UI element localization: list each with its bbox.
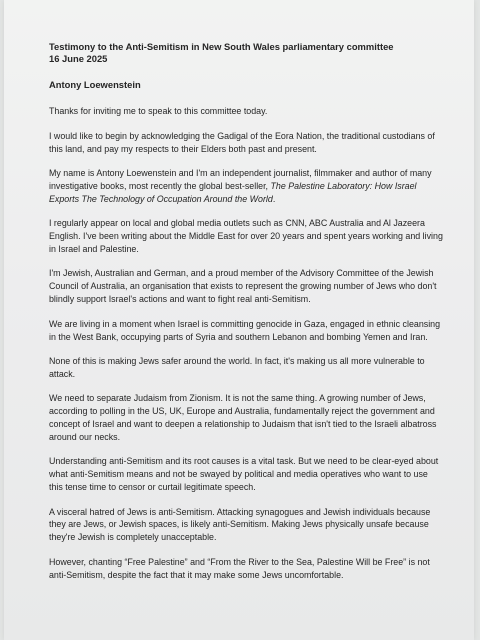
heading-title: Testimony to the Anti-Semitism in New South Wales parliamentary committee: [49, 41, 394, 52]
book-title: The Palestine Laboratory: How Israel Exports The Technology of Occupation Around the World: [49, 180, 417, 204]
paragraph-acknowledgement: I would like to begin by acknowledging the Gadigal of the Eora Nation, the traditional custodians of this land, and pay my respects to their Elders both past and present.: [49, 130, 435, 154]
paragraph-genocide: We are living in a moment when Israel is committing genocide in Gaza, engaged in ethnic cleansing in the West Bank, occupying parts of Syria and southern Lebanon and bombing Yemen and Iran.: [49, 318, 441, 342]
document-heading: [49, 41, 444, 66]
document-page: [4, 0, 474, 640]
paragraph-introduction: [49, 167, 444, 206]
intro-text-end: .: [272, 193, 276, 204]
paragraph-hatred: A visceral hatred of Jews is anti-Semitism. Attacking synagogues and Jewish individuals because they are Jews, or Jewish spaces, is likely anti-Semitism. Making Jews physically unsafe because they're Jewish is completely unacceptable.: [49, 506, 431, 543]
paragraph-safety: None of this is making Jews safer around the world. In fact, it's making us all more vulnerable to attack.: [49, 355, 425, 379]
paragraph-chanting: However, chanting “Free Palestine” and “From the River to the Sea, Palestine Will be Free” is not anti-Semitism, despite the fact that it may make some Jews uncomfortable.: [49, 556, 430, 580]
paragraph-identity: I'm Jewish, Australian and German, and a proud member of the Advisory Committee of the Jewish Council of Australia, an organisation that exists to represent the growing number of Jews who don't blindly support Israel's actions and want to fight real anti-Semitism.: [49, 268, 437, 305]
paragraph-understanding: Understanding anti-Semitism and its root causes is a vital task. But we need to be clear-eyed about what anti-Semitism means and not be swayed by political and media operatives who want to use this tense time to censor or curtail legitimate speech.: [49, 456, 439, 493]
author-name: Antony Loewenstein: [49, 78, 141, 90]
paragraph-thanks: Thanks for inviting me to speak to this committee today.: [49, 106, 268, 117]
paragraph-zionism: We need to separate Judaism from Zionism. It is not the same thing. A growing number of Jews, according to polling in the US, UK, Europe and Australia, fundamentally reject the government and concept of Israel and want to deepen a relationship to Judaism that isn't tied to the Israeli albatross around our necks.: [49, 393, 437, 442]
testimony-content: [49, 41, 444, 582]
intro-text: My name is Antony Loewenstein and I'm an independent journalist, filmmaker and author of many investigative books, most recently the global best-seller,: [49, 167, 432, 191]
paragraph-media: I regularly appear on local and global media outlets such as CNN, ABC Australia and Al Jazeera English. I've been writing about the Middle East for over 20 years and spent years working and living in Israel and Palestine.: [49, 218, 443, 254]
heading-date: 16 June 2025: [49, 53, 108, 65]
